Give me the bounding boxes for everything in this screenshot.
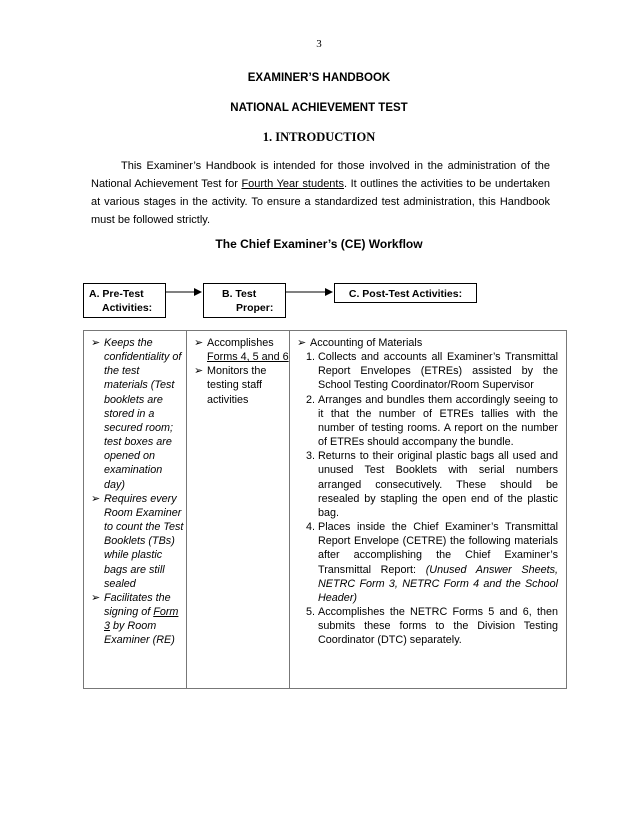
box-b-line2: Proper: bbox=[236, 302, 274, 314]
arrow-bullet-icon: ➢ bbox=[194, 337, 204, 349]
list-item: 5. Accomplishes the NETRC Forms 5 and 6, then submits these forms to the Division Testing Coordinator (DTC) separately. bbox=[306, 605, 558, 647]
column-post-test bbox=[290, 331, 566, 688]
list-item: ➢ Requires every Room Examiner to count the Test Booklets (TBs) while plastic bags are still sealed bbox=[91, 492, 184, 590]
intro-text-part2: . It outlines the activities to be undertaken at various stages in the activity. To ensure a standardized test administration, this Handbook must be followed strictly. bbox=[91, 178, 550, 226]
list-item: 4. Places inside the Chief Examiner’s Transmittal Report Envelope (CETRE) the following materials after accomplishing the Chief Examiner’s Transmittal Report: (Unused Answer Sheets, NETRC Form 3, NETRC Form 4 and the School Header) bbox=[306, 521, 558, 604]
page-number: 3 bbox=[316, 38, 322, 50]
intro-text-part1: This Examiner’s Handbook is intended for those involved in the administration of the National Achievement Test for bbox=[91, 160, 550, 190]
arrow-bullet-icon: ➢ bbox=[91, 492, 101, 505]
column-pre-test bbox=[84, 331, 187, 688]
list-item: ➢ Monitors the testing staff activities bbox=[194, 365, 267, 406]
column-test-proper bbox=[187, 331, 290, 688]
box-a-line2: Activities: bbox=[102, 302, 153, 314]
section-heading: 1. INTRODUCTION bbox=[262, 130, 376, 144]
workflow-box-post-test: C. Post-Test Activities: bbox=[334, 283, 477, 303]
arrow-bullet-icon: ➢ bbox=[91, 337, 101, 349]
list-item: ➢ Accomplishes Forms 4, 5 and 6 bbox=[194, 337, 289, 364]
arrow-bullet-icon: ➢ bbox=[194, 365, 204, 378]
list-item: ➢ Facilitates the signing of Form 3 by Room Examiner (RE) bbox=[91, 591, 179, 647]
activities-table bbox=[83, 330, 567, 689]
form-3-text: Form 3 bbox=[104, 605, 179, 633]
workflow-box-test-proper bbox=[203, 283, 286, 318]
intro-underlined-text: Fourth Year students bbox=[241, 178, 344, 190]
handbook-title: EXAMINER’S HANDBOOK bbox=[247, 72, 391, 84]
arrow-bullet-icon: ➢ bbox=[297, 337, 307, 349]
handbook-subtitle: NATIONAL ACHIEVEMENT TEST bbox=[230, 102, 408, 114]
box-b-line1: B. Test bbox=[222, 288, 257, 300]
list-item: 1. Collects and accounts all Examiner’s Transmittal Report Envelopes (ETREs) assisted by the School Testing Coordinator/Room Supervisor bbox=[306, 351, 558, 392]
accounting-heading: ➢ Accounting of Materials bbox=[297, 337, 423, 349]
steps-list bbox=[296, 350, 558, 647]
list-item: 2. Arranges and bundles them accordingly seeing to it that the number of ETREs tallies with the number of testing rooms. A report on the number of ETREs should accompany the bundle. bbox=[306, 393, 558, 449]
arrow-bullet-icon: ➢ bbox=[91, 591, 101, 604]
workflow-title: The Chief Examiner’s (CE) Workflow bbox=[215, 237, 423, 251]
list-item: 3. Returns to their original plastic bags all used and unused Test Booklets with serial numbers arranged consecutively. These should be resealed by stapling the open end of the plastic bag. bbox=[306, 450, 558, 519]
forms-456-text: Forms 4, 5 and 6 bbox=[207, 351, 289, 364]
workflow-box-pre-test bbox=[83, 283, 166, 318]
box-a-line1: A. Pre-Test bbox=[89, 288, 144, 300]
list-item: ➢ Keeps the confidentiality of the test materials (Test booklets are stored in a secured room; test boxes are opened on examination day) bbox=[91, 337, 182, 491]
